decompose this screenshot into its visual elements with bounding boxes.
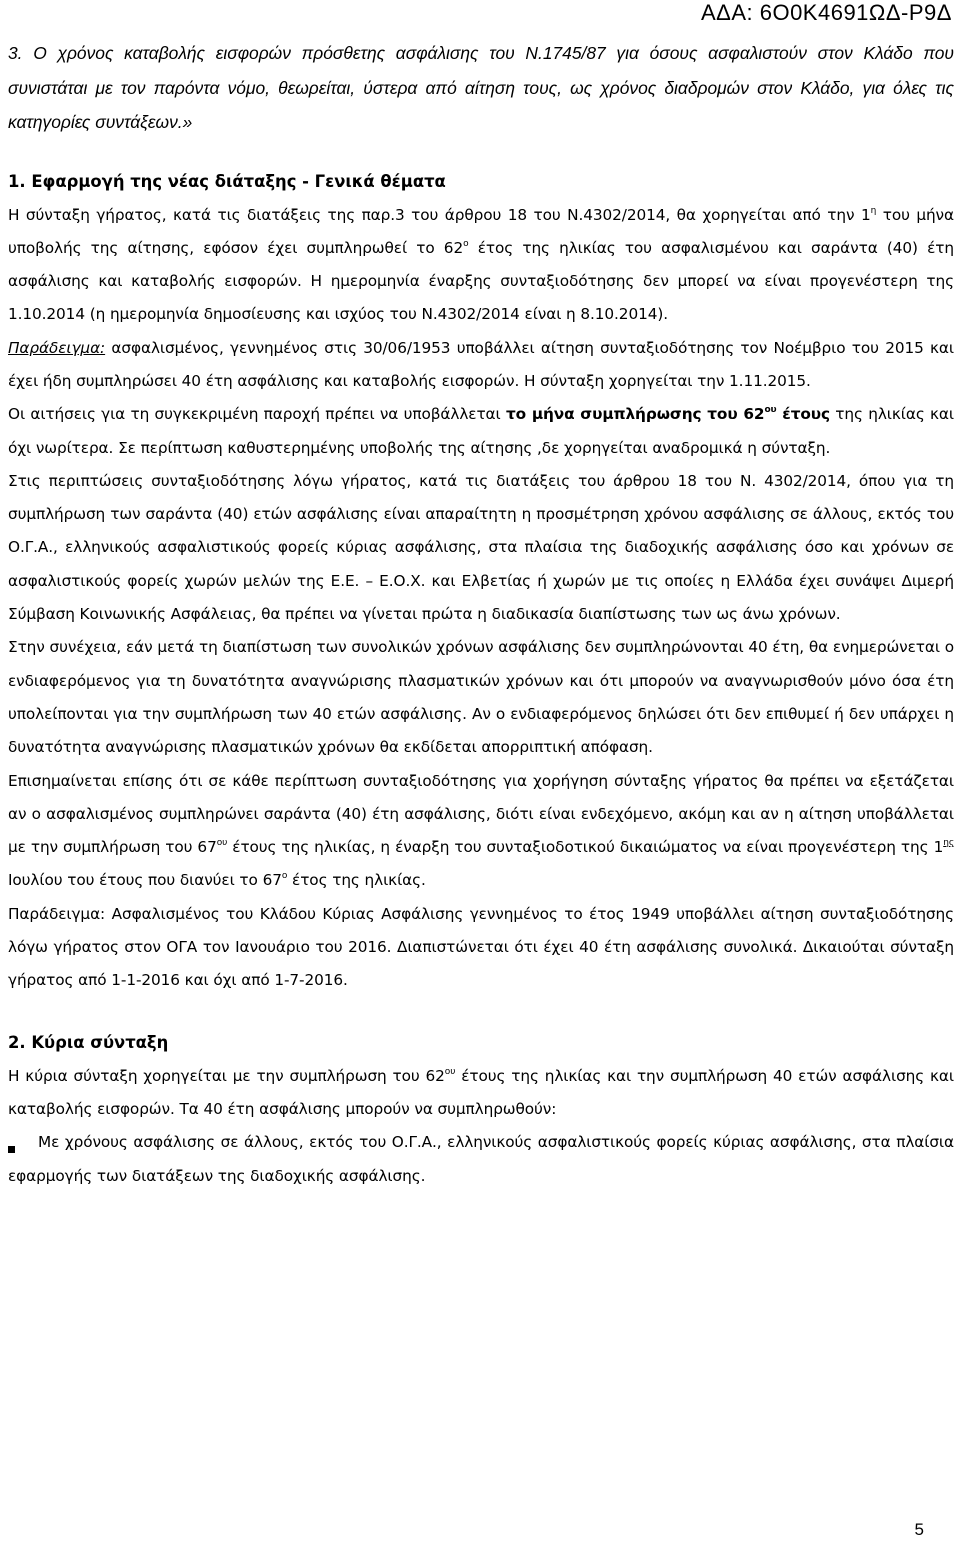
- section-1-paragraph-1: Η σύνταξη γήρατος, κατά τις διατάξεις της παρ.3 του άρθρου 18 του Ν.4302/2014, θα χορηγείται από την $1^\eta$ του μήνα υποβολής της αίτησης, εφόσον έχει συμπληρωθεί το $62^o$ έτος της ηλικίας του ασφαλισμένου και σαράντα (40) έτη ασφάλισης και καταβολής εισφορών. Η ημερομηνία έναρξης συνταξιοδότησης δεν μπορεί να είναι προγενέστερη της 1.10.2014 (η ημερομηνία δημοσίευσης και ισχύος του Ν.4302/2014 είναι η 8.10.2014).: [8, 205, 954, 324]
- section-1-title: 1. Εφαρμογή της νέας διάταξης - Γενικά θέματα: [8, 171, 446, 191]
- section-1-paragraph-2: Οι αιτήσεις για τη συγκεκριμένη παροχή πρέπει να υποβάλλεται το μήνα συμπλήρωσης του $62^{o\upsilon}$ έτους της ηλικίας και όχι νωρίτερα. Σε περίπτωση καθυστερημένης υποβολής της αίτησης ,δε χορηγείται αναδρομικά η σύνταξη.: [8, 405, 954, 457]
- section-2-paragraph-1: Η κύρια σύνταξη χορηγείται με την συμπλήρωση του $62^{o\upsilon}$ έτους της ηλικίας και την συμπλήρωση 40 ετών ασφάλισης και καταβολής εισφορών. Τα 40 έτη ασφάλισης μπορούν να συμπληρωθούν:: [8, 1066, 954, 1118]
- section-1-paragraph-5: Επισημαίνεται επίσης ότι σε κάθε περίπτωση συνταξιοδότησης για χορήγηση σύνταξης γήρατος θα πρέπει να εξετάζεται αν ο ασφαλισμένος συμπληρώνει σαράντα (40) έτη ασφάλισης, διότι είναι ενδεχόμενο, ακόμη και αν η αίτηση υποβάλλεται με την συμπλήρωση του $67^{o\upsilon}$ έτους της ηλικίας, η έναρξη του συνταξιοδοτικού δικαιώματος να είναι προγενέστερη της $1^{\eta\varsigma}$ Ιουλίου του έτους που διανύει το $67^o$ έτος της ηλικίας.: [8, 771, 955, 890]
- example-2: Παράδειγμα: Ασφαλισμένος του Κλάδου Κύριας Ασφάλισης γεννημένος το έτος 1949 υποβάλλει αίτηση συνταξιοδότησης λόγω γήρατος στον ΟΓΑ τον Ιανουάριο του 2016. Διαπιστώνεται ότι έχει 40 έτη ασφάλισης συνολικά. Δικαιούται σύνταξη γήρατος από 1-1-2016 και όχι από 1-7-2016.: [8, 904, 954, 990]
- page-number: 5: [914, 1520, 924, 1539]
- ada-code: ΑΔΑ: 6Ο0Κ4691ΩΔ-Ρ9Δ: [700, 0, 952, 25]
- bullet-square-icon: [8, 1146, 15, 1153]
- section-1-paragraph-3: Στις περιπτώσεις συνταξιοδότησης λόγω γήρατος, κατά τις διατάξεις του άρθρου 18 του Ν. 4302/2014, όπου για τη συμπλήρωση των σαράντα (40) ετών ασφάλισης είναι απαραίτητη η προσμέτρηση χρόνου ασφάλισης σε άλλους, εκτός του Ο.Γ.Α., ελληνικούς ασφαλιστικούς φορείς κύριας ασφάλισης, στα πλαίσια της διαδοχικής ασφάλισης όσο και χρόνων σε ασφαλιστικούς φορείς χωρών μελών της Ε.Ε. – Ε.Ο.Χ. και Ελβετίας ή χωρών με τις οποίες η Ελλάδα έχει συνάψει Διμερή Σύμβαση Κοινωνικής Ασφάλειας, θα πρέπει να γίνεται πρώτα η διαδικασία διαπίστωσης των ως άνω χρόνων.: [8, 471, 954, 624]
- bullet-item: Με χρόνους ασφάλισης σε άλλους, εκτός του Ο.Γ.Α., ελληνικούς ασφαλιστικούς φορείς κύριας ασφάλισης, στα πλαίσια εφαρμογής των διατάξεων της διαδοχικής ασφάλισης.: [8, 1133, 954, 1185]
- section-2-title: 2. Κύρια σύνταξη: [8, 1032, 169, 1052]
- section-1-paragraph-4: Στην συνέχεια, εάν μετά τη διαπίστωση των συνολικών χρόνων ασφάλισης δεν συμπληρώνονται 40 έτη, θα ενημερώνεται ο ενδιαφερόμενος για τη δυνατότητα αναγνώρισης πλασματικών χρόνων και ότι μπορούν να αναγνωρισθούν μόνο όσα έτη υπολείπονται για την συμπλήρωση των 40 ετών ασφάλισης. Αν ο ενδιαφερόμενος δηλώσει ότι δεν επιθυμεί ή δεν υπάρχει η δυνατότητα αναγνώρισης πλασματικών χρόνων θα εκδίδεται απορριπτική απόφαση.: [8, 638, 954, 757]
- intro-paragraph: 3. Ο χρόνος καταβολής εισφορών πρόσθετης ασφάλισης του Ν.1745/87 για όσους ασφαλιστούν στον Κλάδο που συνιστάται με τον παρόντα νόμο, θεωρείται, ύστερα από αίτηση τους, ως χρόνος διαδρομών στον Κλάδο, για όλες τις κατηγορίες συντάξεων.»: [8, 43, 954, 132]
- example-label: Παράδειγμα:: [8, 338, 106, 357]
- document-body: [8, 36, 954, 1193]
- example-1: Παράδειγμα: ασφαλισμένος, γεννημένος στις 30/06/1953 υποβάλλει αίτηση συνταξιοδότησης τον Νοέμβριο του 2015 και έχει ήδη συμπληρώσει 40 έτη ασφάλισης και καταβολής εισφορών. Η σύνταξη χορηγείται την 1.11.2015.: [8, 338, 954, 390]
- bullet-line: [8, 1133, 38, 1151]
